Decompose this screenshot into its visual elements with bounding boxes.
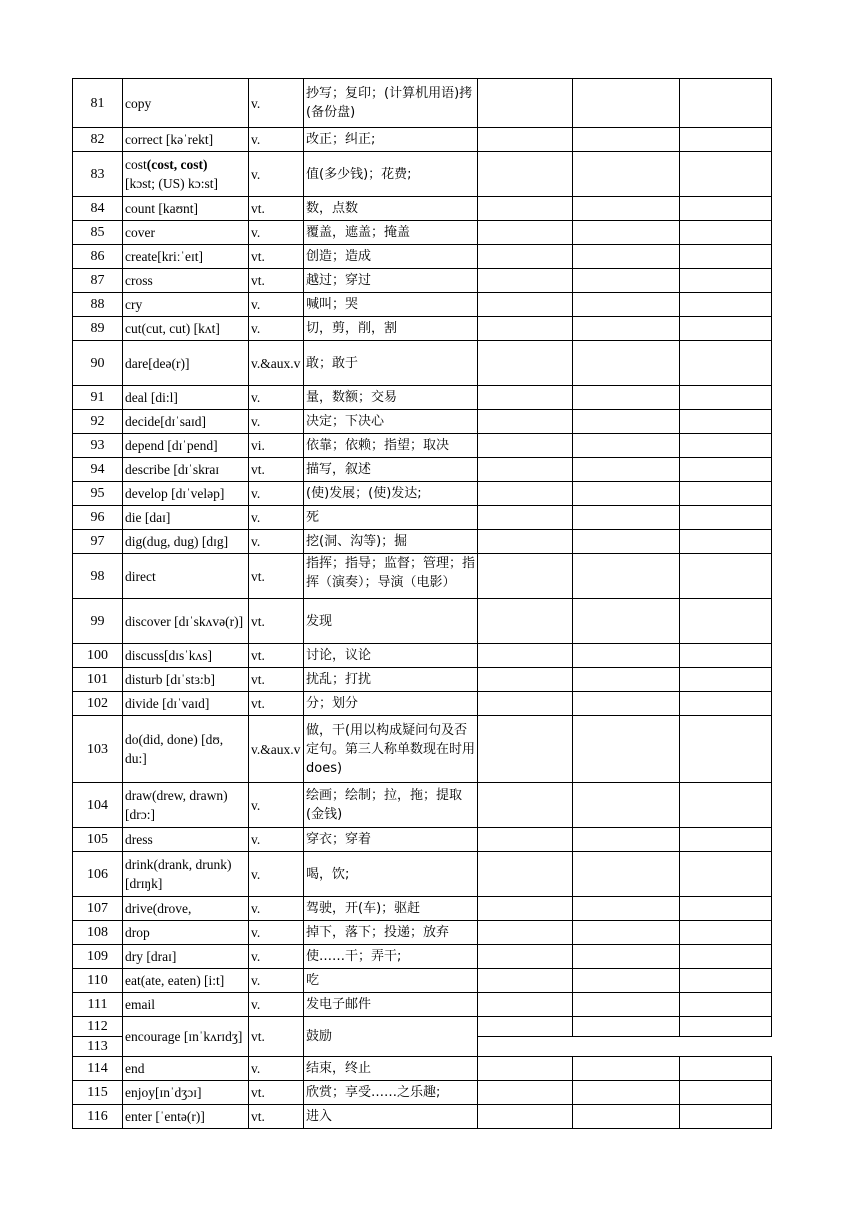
part-of-speech-cell: v. xyxy=(249,79,304,128)
blank-cell xyxy=(478,993,573,1017)
table-row xyxy=(73,921,772,945)
table-row xyxy=(73,434,772,458)
word-cell: email xyxy=(123,993,249,1017)
row-number-cell: 99 xyxy=(73,599,123,644)
blank-cell xyxy=(573,1057,680,1081)
part-of-speech-cell: vt. xyxy=(249,245,304,269)
blank-cell xyxy=(573,317,680,341)
meaning-cell: 讨论，议论 xyxy=(304,644,478,668)
meaning-cell: 量，数额；交易 xyxy=(304,386,478,410)
blank-cell xyxy=(680,945,772,969)
blank-cell xyxy=(573,644,680,668)
word-cell: dig(dug, dug) [dɪg] xyxy=(123,530,249,554)
word-cell: discuss[dɪsˈkʌs] xyxy=(123,644,249,668)
blank-cell xyxy=(478,341,573,386)
row-number-cell: 113 xyxy=(73,1037,123,1057)
part-of-speech-cell: vt. xyxy=(249,458,304,482)
table-row xyxy=(73,245,772,269)
word-cell: enjoy[ɪnˈdʒɔɪ] xyxy=(123,1081,249,1105)
word-cell: drink(drank, drunk) [drɪŋk] xyxy=(123,852,249,897)
blank-cell xyxy=(680,152,772,197)
part-of-speech-cell: v.&aux.v xyxy=(249,341,304,386)
word-cell: depend [dɪˈpend] xyxy=(123,434,249,458)
part-of-speech-cell: v. xyxy=(249,969,304,993)
row-number-cell: 102 xyxy=(73,692,123,716)
blank-cell xyxy=(680,410,772,434)
row-number-cell: 90 xyxy=(73,341,123,386)
part-of-speech-cell: v. xyxy=(249,530,304,554)
blank-cell xyxy=(573,386,680,410)
blank-cell xyxy=(680,197,772,221)
row-number-cell: 82 xyxy=(73,128,123,152)
blank-cell xyxy=(573,197,680,221)
meaning-cell: 扰乱；打扰 xyxy=(304,668,478,692)
meaning-cell: 改正；纠正; xyxy=(304,128,478,152)
word-cell: drop xyxy=(123,921,249,945)
blank-cell xyxy=(478,221,573,245)
part-of-speech-cell: vt. xyxy=(249,692,304,716)
meaning-cell: 做，干(用以构成疑问句及否定句。第三人称单数现在时用does) xyxy=(304,716,478,783)
meaning-cell: 切，剪，削，割 xyxy=(304,317,478,341)
table-row xyxy=(73,1057,772,1081)
blank-cell xyxy=(573,945,680,969)
meaning-cell: 绘画；绘制；拉，拖；提取(金钱) xyxy=(304,783,478,828)
table-row xyxy=(73,783,772,828)
blank-cell xyxy=(680,897,772,921)
row-number-cell: 97 xyxy=(73,530,123,554)
word-cell: direct xyxy=(123,554,249,599)
meaning-cell: 值(多少钱)；花费; xyxy=(304,152,478,197)
row-number-cell: 116 xyxy=(73,1105,123,1129)
part-of-speech-cell: vt. xyxy=(249,269,304,293)
blank-cell xyxy=(573,1017,680,1037)
blank-cell xyxy=(573,506,680,530)
table-row xyxy=(73,1081,772,1105)
blank-cell xyxy=(573,828,680,852)
table-row xyxy=(73,506,772,530)
meaning-cell: 覆盖，遮盖；掩盖 xyxy=(304,221,478,245)
row-number-cell: 94 xyxy=(73,458,123,482)
word-cell: encourage [ɪnˈkʌrɪdʒ] xyxy=(123,1017,249,1057)
blank-cell xyxy=(680,530,772,554)
word-cell: eat(ate, eaten) [i:t] xyxy=(123,969,249,993)
word-text: cost xyxy=(125,157,147,172)
blank-cell xyxy=(680,386,772,410)
blank-cell xyxy=(573,245,680,269)
blank-cell xyxy=(573,599,680,644)
table-row xyxy=(73,554,772,599)
row-number-cell: 107 xyxy=(73,897,123,921)
blank-cell xyxy=(478,716,573,783)
part-of-speech-cell: v. xyxy=(249,152,304,197)
blank-cell xyxy=(478,599,573,644)
blank-cell xyxy=(478,921,573,945)
row-number-cell: 84 xyxy=(73,197,123,221)
blank-cell xyxy=(573,852,680,897)
row-number-cell: 83 xyxy=(73,152,123,197)
blank-cell xyxy=(478,128,573,152)
part-of-speech-cell: vt. xyxy=(249,1017,304,1057)
blank-cell xyxy=(478,644,573,668)
row-number-cell: 92 xyxy=(73,410,123,434)
table-row xyxy=(73,852,772,897)
meaning-cell: 发现 xyxy=(304,599,478,644)
part-of-speech-cell: vt. xyxy=(249,1105,304,1129)
part-of-speech-cell: v. xyxy=(249,386,304,410)
part-of-speech-cell: v. xyxy=(249,993,304,1017)
table-row xyxy=(73,668,772,692)
word-cell: dry [draɪ] xyxy=(123,945,249,969)
blank-cell xyxy=(573,341,680,386)
word-cell: correct [kəˈrekt] xyxy=(123,128,249,152)
word-cell: drive(drove, xyxy=(123,897,249,921)
blank-cell xyxy=(478,317,573,341)
row-number-cell: 115 xyxy=(73,1081,123,1105)
blank-cell xyxy=(680,1081,772,1105)
word-cell: deal [di:l] xyxy=(123,386,249,410)
blank-cell xyxy=(478,434,573,458)
part-of-speech-cell: v. xyxy=(249,921,304,945)
table-row xyxy=(73,482,772,506)
blank-cell xyxy=(478,969,573,993)
meaning-cell: 欣赏；享受……之乐趣; xyxy=(304,1081,478,1105)
row-number-cell: 93 xyxy=(73,434,123,458)
table-row xyxy=(73,386,772,410)
blank-cell xyxy=(573,692,680,716)
word-cell: disturb [dɪˈstɜ:b] xyxy=(123,668,249,692)
meaning-cell: 驾驶，开(车)；驱赶 xyxy=(304,897,478,921)
blank-cell xyxy=(478,1057,573,1081)
blank-cell xyxy=(680,921,772,945)
row-number-cell: 81 xyxy=(73,79,123,128)
meaning-cell: 依靠；依赖；指望；取决 xyxy=(304,434,478,458)
blank-cell xyxy=(478,554,573,599)
part-of-speech-cell: vi. xyxy=(249,434,304,458)
blank-cell xyxy=(573,530,680,554)
meaning-cell: 喊叫；哭 xyxy=(304,293,478,317)
word-cell: do(did, done) [dʊ, du:] xyxy=(123,716,249,783)
blank-cell xyxy=(680,245,772,269)
blank-cell xyxy=(478,1081,573,1105)
row-number-cell: 108 xyxy=(73,921,123,945)
row-number-cell: 98 xyxy=(73,554,123,599)
table-row xyxy=(73,828,772,852)
table-row xyxy=(73,317,772,341)
blank-cell xyxy=(478,386,573,410)
blank-cell xyxy=(573,921,680,945)
part-of-speech-cell: v. xyxy=(249,852,304,897)
vocabulary-table xyxy=(72,78,772,1129)
blank-cell xyxy=(680,506,772,530)
blank-cell xyxy=(573,1105,680,1129)
part-of-speech-cell: v. xyxy=(249,317,304,341)
part-of-speech-cell: vt. xyxy=(249,1081,304,1105)
word-cell: develop [dɪˈveləp] xyxy=(123,482,249,506)
meaning-cell: 描写，叙述 xyxy=(304,458,478,482)
blank-cell xyxy=(478,197,573,221)
table-row xyxy=(73,716,772,783)
word-cell: enter [ˈentə(r)] xyxy=(123,1105,249,1129)
blank-cell xyxy=(478,692,573,716)
table-row xyxy=(73,1105,772,1129)
meaning-cell: 决定；下决心 xyxy=(304,410,478,434)
word-cell: die [daɪ] xyxy=(123,506,249,530)
row-number-cell: 106 xyxy=(73,852,123,897)
row-number-cell: 104 xyxy=(73,783,123,828)
blank-cell xyxy=(680,1105,772,1129)
blank-cell xyxy=(680,269,772,293)
part-of-speech-cell: v. xyxy=(249,783,304,828)
row-number-cell: 89 xyxy=(73,317,123,341)
word-phonetic: [kɔst; (US) kɔ:st] xyxy=(125,176,218,191)
table-row xyxy=(73,530,772,554)
blank-cell xyxy=(680,1017,772,1037)
part-of-speech-cell: v. xyxy=(249,897,304,921)
table-row xyxy=(73,341,772,386)
blank-cell xyxy=(680,79,772,128)
table-row xyxy=(73,458,772,482)
blank-cell xyxy=(573,152,680,197)
blank-cell xyxy=(680,293,772,317)
word-cell: end xyxy=(123,1057,249,1081)
blank-cell xyxy=(478,1017,573,1037)
meaning-cell: (使)发展；(使)发达; xyxy=(304,482,478,506)
blank-cell xyxy=(478,410,573,434)
word-cell: decide[dɪˈsaɪd] xyxy=(123,410,249,434)
part-of-speech-cell: vt. xyxy=(249,668,304,692)
meaning-cell: 进入 xyxy=(304,1105,478,1129)
part-of-speech-cell: vt. xyxy=(249,197,304,221)
meaning-cell: 死 xyxy=(304,506,478,530)
row-number-cell: 86 xyxy=(73,245,123,269)
row-number-cell: 100 xyxy=(73,644,123,668)
blank-cell xyxy=(478,245,573,269)
blank-cell xyxy=(573,128,680,152)
meaning-cell: 创造；造成 xyxy=(304,245,478,269)
meaning-cell: 敢；敢于 xyxy=(304,341,478,386)
word-cell: cut(cut, cut) [kʌt] xyxy=(123,317,249,341)
blank-cell xyxy=(478,482,573,506)
table-row xyxy=(73,197,772,221)
row-number-cell: 87 xyxy=(73,269,123,293)
meaning-cell: 结束，终止 xyxy=(304,1057,478,1081)
word-cell: describe [dɪˈskraɪ xyxy=(123,458,249,482)
meaning-cell: 喝，饮; xyxy=(304,852,478,897)
blank-cell xyxy=(680,828,772,852)
blank-cell xyxy=(573,269,680,293)
meaning-cell: 指挥；指导；监督；管理；指挥（演奏）；导演（电影） xyxy=(304,554,478,599)
blank-cell xyxy=(680,599,772,644)
word-cell xyxy=(123,152,249,197)
table-row xyxy=(73,599,772,644)
blank-cell xyxy=(478,945,573,969)
blank-cell xyxy=(680,692,772,716)
table-row xyxy=(73,152,772,197)
blank-cell xyxy=(680,783,772,828)
blank-cell xyxy=(478,852,573,897)
word-cell: divide [dɪˈvaɪd] xyxy=(123,692,249,716)
table-row xyxy=(73,269,772,293)
word-cell: cry xyxy=(123,293,249,317)
meaning-cell: 发电子邮件 xyxy=(304,993,478,1017)
blank-cell xyxy=(478,1105,573,1129)
row-number-cell: 85 xyxy=(73,221,123,245)
blank-cell xyxy=(680,668,772,692)
row-number-cell: 88 xyxy=(73,293,123,317)
blank-cell xyxy=(573,79,680,128)
table-row xyxy=(73,293,772,317)
table-row xyxy=(73,221,772,245)
blank-cell xyxy=(680,644,772,668)
blank-cell xyxy=(478,79,573,128)
table-row xyxy=(73,692,772,716)
word-cell: dress xyxy=(123,828,249,852)
blank-cell xyxy=(478,269,573,293)
part-of-speech-cell: v.&aux.v xyxy=(249,716,304,783)
row-number-cell: 111 xyxy=(73,993,123,1017)
blank-cell xyxy=(573,554,680,599)
row-number-cell: 103 xyxy=(73,716,123,783)
row-number-cell: 112 xyxy=(73,1017,123,1037)
blank-cell xyxy=(573,993,680,1017)
row-number-cell: 96 xyxy=(73,506,123,530)
blank-cell xyxy=(680,1057,772,1081)
blank-cell xyxy=(478,897,573,921)
word-cell: draw(drew, drawn) [drɔ:] xyxy=(123,783,249,828)
meaning-cell: 数，点数 xyxy=(304,197,478,221)
blank-cell xyxy=(573,434,680,458)
blank-cell xyxy=(680,482,772,506)
blank-cell xyxy=(573,293,680,317)
word-cell: create[kriːˈeɪt] xyxy=(123,245,249,269)
table-row xyxy=(73,993,772,1017)
word-cell: cross xyxy=(123,269,249,293)
word-cell: copy xyxy=(123,79,249,128)
blank-cell xyxy=(478,668,573,692)
blank-cell xyxy=(573,410,680,434)
blank-cell xyxy=(478,152,573,197)
row-number-cell: 114 xyxy=(73,1057,123,1081)
blank-cell xyxy=(478,530,573,554)
blank-cell xyxy=(680,993,772,1017)
table-row xyxy=(73,897,772,921)
part-of-speech-cell: v. xyxy=(249,828,304,852)
table-row xyxy=(73,945,772,969)
blank-cell xyxy=(680,458,772,482)
blank-cell xyxy=(573,969,680,993)
blank-cell xyxy=(680,716,772,783)
blank-cell xyxy=(573,668,680,692)
meaning-cell: 抄写；复印；(计算机用语)拷(备份盘) xyxy=(304,79,478,128)
table-row xyxy=(73,1017,772,1037)
table-row xyxy=(73,644,772,668)
row-number-cell: 101 xyxy=(73,668,123,692)
meaning-cell: 挖(洞、沟等)；掘 xyxy=(304,530,478,554)
blank-cell xyxy=(573,221,680,245)
table-row xyxy=(73,79,772,128)
part-of-speech-cell: v. xyxy=(249,221,304,245)
part-of-speech-cell: v. xyxy=(249,410,304,434)
blank-cell xyxy=(573,783,680,828)
blank-cell xyxy=(680,341,772,386)
meaning-cell: 掉下，落下；投递；放弃 xyxy=(304,921,478,945)
part-of-speech-cell: v. xyxy=(249,482,304,506)
table-row xyxy=(73,969,772,993)
blank-cell xyxy=(478,506,573,530)
blank-cell xyxy=(573,1081,680,1105)
blank-cell xyxy=(680,969,772,993)
row-number-cell: 95 xyxy=(73,482,123,506)
row-number-cell: 91 xyxy=(73,386,123,410)
meaning-cell: 鼓励 xyxy=(304,1017,478,1057)
blank-cell xyxy=(478,828,573,852)
word-cell: discover [dɪˈskʌvə(r)] xyxy=(123,599,249,644)
part-of-speech-cell: vt. xyxy=(249,599,304,644)
part-of-speech-cell: v. xyxy=(249,506,304,530)
blank-cell xyxy=(573,716,680,783)
row-number-cell: 105 xyxy=(73,828,123,852)
part-of-speech-cell: vt. xyxy=(249,644,304,668)
row-number-cell: 109 xyxy=(73,945,123,969)
meaning-cell: 分；划分 xyxy=(304,692,478,716)
row-number-cell: 110 xyxy=(73,969,123,993)
blank-cell xyxy=(478,783,573,828)
part-of-speech-cell: v. xyxy=(249,945,304,969)
word-cell: dare[deə(r)] xyxy=(123,341,249,386)
blank-cell xyxy=(680,434,772,458)
part-of-speech-cell: vt. xyxy=(249,554,304,599)
blank-cell xyxy=(680,221,772,245)
blank-cell xyxy=(680,852,772,897)
table-row xyxy=(73,128,772,152)
word-cell: cover xyxy=(123,221,249,245)
blank-cell xyxy=(573,482,680,506)
meaning-cell: 穿衣；穿着 xyxy=(304,828,478,852)
part-of-speech-cell: v. xyxy=(249,128,304,152)
table-row xyxy=(73,410,772,434)
blank-cell xyxy=(680,554,772,599)
blank-cell xyxy=(680,317,772,341)
meaning-cell: 越过；穿过 xyxy=(304,269,478,293)
word-cell: count [kaʊnt] xyxy=(123,197,249,221)
blank-cell xyxy=(680,128,772,152)
blank-cell xyxy=(573,897,680,921)
meaning-cell: 使……干；弄干; xyxy=(304,945,478,969)
blank-cell xyxy=(478,458,573,482)
blank-cell xyxy=(573,458,680,482)
part-of-speech-cell: v. xyxy=(249,293,304,317)
meaning-cell: 吃 xyxy=(304,969,478,993)
part-of-speech-cell: v. xyxy=(249,1057,304,1081)
word-forms-bold: (cost, cost) xyxy=(146,157,208,172)
blank-cell xyxy=(478,293,573,317)
